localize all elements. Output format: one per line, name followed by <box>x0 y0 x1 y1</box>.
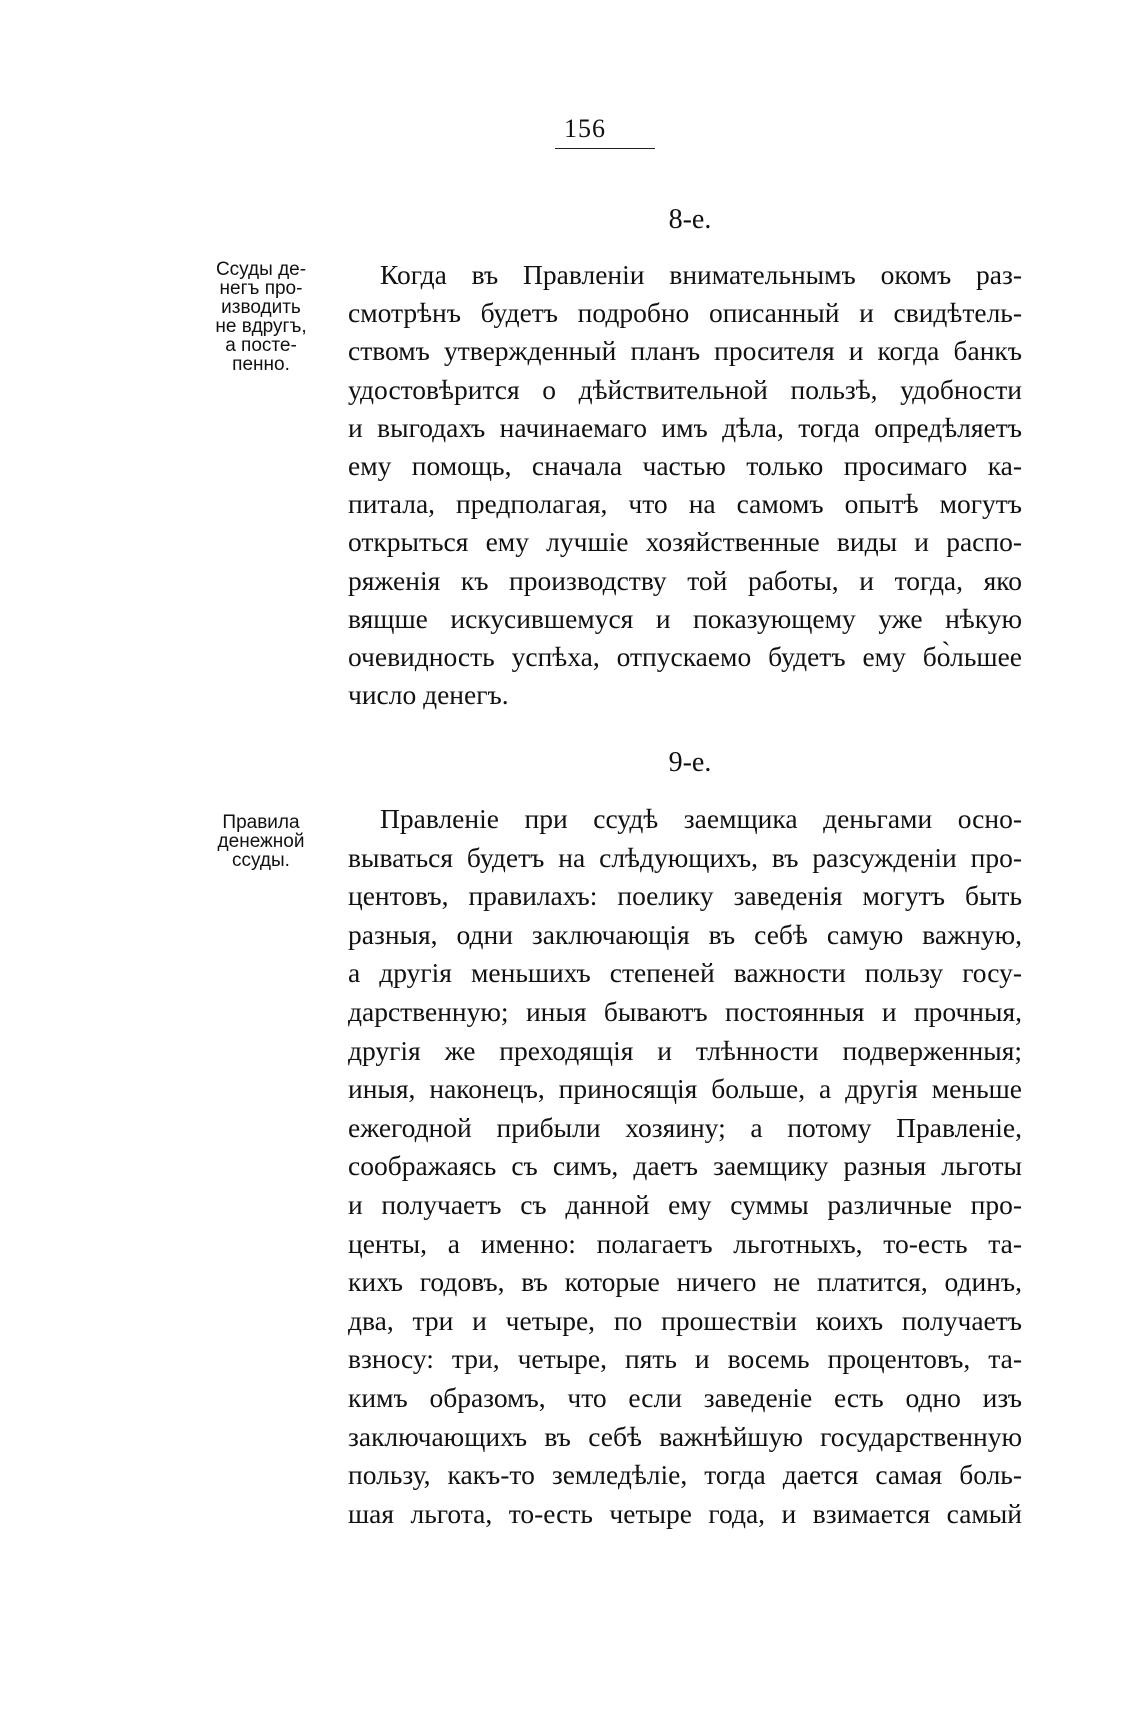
margin-note-section-9 <box>196 813 326 870</box>
text-line: вящше искусившемуся и показующему уже нѣкую <box>348 602 1022 634</box>
text-line: вываться будетъ на слѣдующихъ, въ разсужденіи про- <box>348 841 1022 873</box>
text-line: открыться ему лучшіе хозяйственные виды и распо- <box>348 526 1022 558</box>
text-line: шая льгота, то-есть четыре года, и взимается самый <box>348 1497 1022 1529</box>
section-9-title: 9-е. <box>668 747 712 778</box>
text-line: центовъ, правилахъ: поелику заведенія могутъ быть <box>348 880 1022 912</box>
text-line: ежегодной прибыли хозяину; а потому Правленіе, <box>348 1111 1022 1143</box>
page-number-rule <box>555 148 655 149</box>
margin-note-line: ссуды. <box>232 850 290 871</box>
text-line: центы, а именно: полагаетъ льготныхъ, то-есть та- <box>348 1227 1022 1259</box>
text-line: взносу: три, четыре, пять и восемь процентовъ, та- <box>348 1343 1022 1375</box>
margin-note-line: Ссуды де- <box>215 259 307 280</box>
text-line: и получаетъ съ данной ему суммы различные про- <box>348 1188 1022 1220</box>
text-line: соображаясь съ симъ, даетъ заемщику разныя льготы <box>348 1150 1022 1182</box>
text-line: ему помощь, сначала частью только просимаго ка- <box>348 449 1022 481</box>
text-line: иныя, наконецъ, приносящія больше, а другія меньше <box>348 1073 1022 1105</box>
text-line: очевидность успѣха, отпускаемо будетъ ему бо̀льшее <box>348 640 1022 672</box>
text-line: ствомъ утвержденный планъ просителя и когда банкъ <box>348 335 1022 367</box>
text-line: а другія меньшихъ степеней важности пользу госу- <box>348 957 1022 989</box>
margin-note-section-8 <box>196 260 326 374</box>
text-line: смотрѣнъ будетъ подробно описанный и свидѣтель- <box>348 297 1022 329</box>
text-line: другія же преходящія и тлѣнности подверженныя; <box>348 1034 1022 1066</box>
margin-note-line: негъ про- <box>219 278 303 299</box>
text-line: удостовѣрится о дѣйствительной пользѣ, удобности <box>348 373 1022 405</box>
section-8-paragraph <box>348 256 1022 714</box>
margin-note-line: а посте- <box>225 335 297 356</box>
text-line: и выгодахъ начинаемаго имъ дѣла, тогда опредѣляетъ <box>348 411 1022 443</box>
text-line: разныя, одни заключающія въ себѣ самую важную, <box>348 918 1022 950</box>
text-line: Правленіе при ссудѣ заемщика деньгами осно- <box>380 803 1022 834</box>
margin-note-line: пенно. <box>232 354 290 375</box>
text-line: пользу, какъ-то земледѣліе, тогда дается самая боль- <box>348 1459 1022 1491</box>
margin-note-line: Правила <box>222 812 300 833</box>
text-line: кихъ годовъ, въ которые ничего не платится, одинъ, <box>348 1266 1022 1298</box>
text-line: два, три и четыре, по прошествіи коихъ получаетъ <box>348 1304 1022 1336</box>
section-9-paragraph <box>348 800 1022 1533</box>
text-line: число денегъ. <box>348 679 509 711</box>
margin-note-line: изводить <box>221 297 301 318</box>
page-number: 156 <box>564 114 606 143</box>
text-line: кимъ образомъ, что если заведеніе есть одно изъ <box>348 1381 1022 1413</box>
text-line: Когда въ Правленіи внимательнымъ окомъ раз- <box>380 259 1022 290</box>
margin-note-line: денежной <box>217 831 305 852</box>
text-line: ряженія къ производству той работы, и тогда, яко <box>348 564 1022 596</box>
text-line: заключающихъ въ себѣ важнѣйшую государственную <box>348 1420 1022 1452</box>
text-line: питала, предполагая, что на самомъ опытѣ могутъ <box>348 488 1022 520</box>
text-line: дарственную; иныя бываютъ постоянныя и прочныя, <box>348 995 1022 1027</box>
section-8-title: 8-е. <box>668 204 712 235</box>
margin-note-line: не вдругъ, <box>215 316 307 337</box>
